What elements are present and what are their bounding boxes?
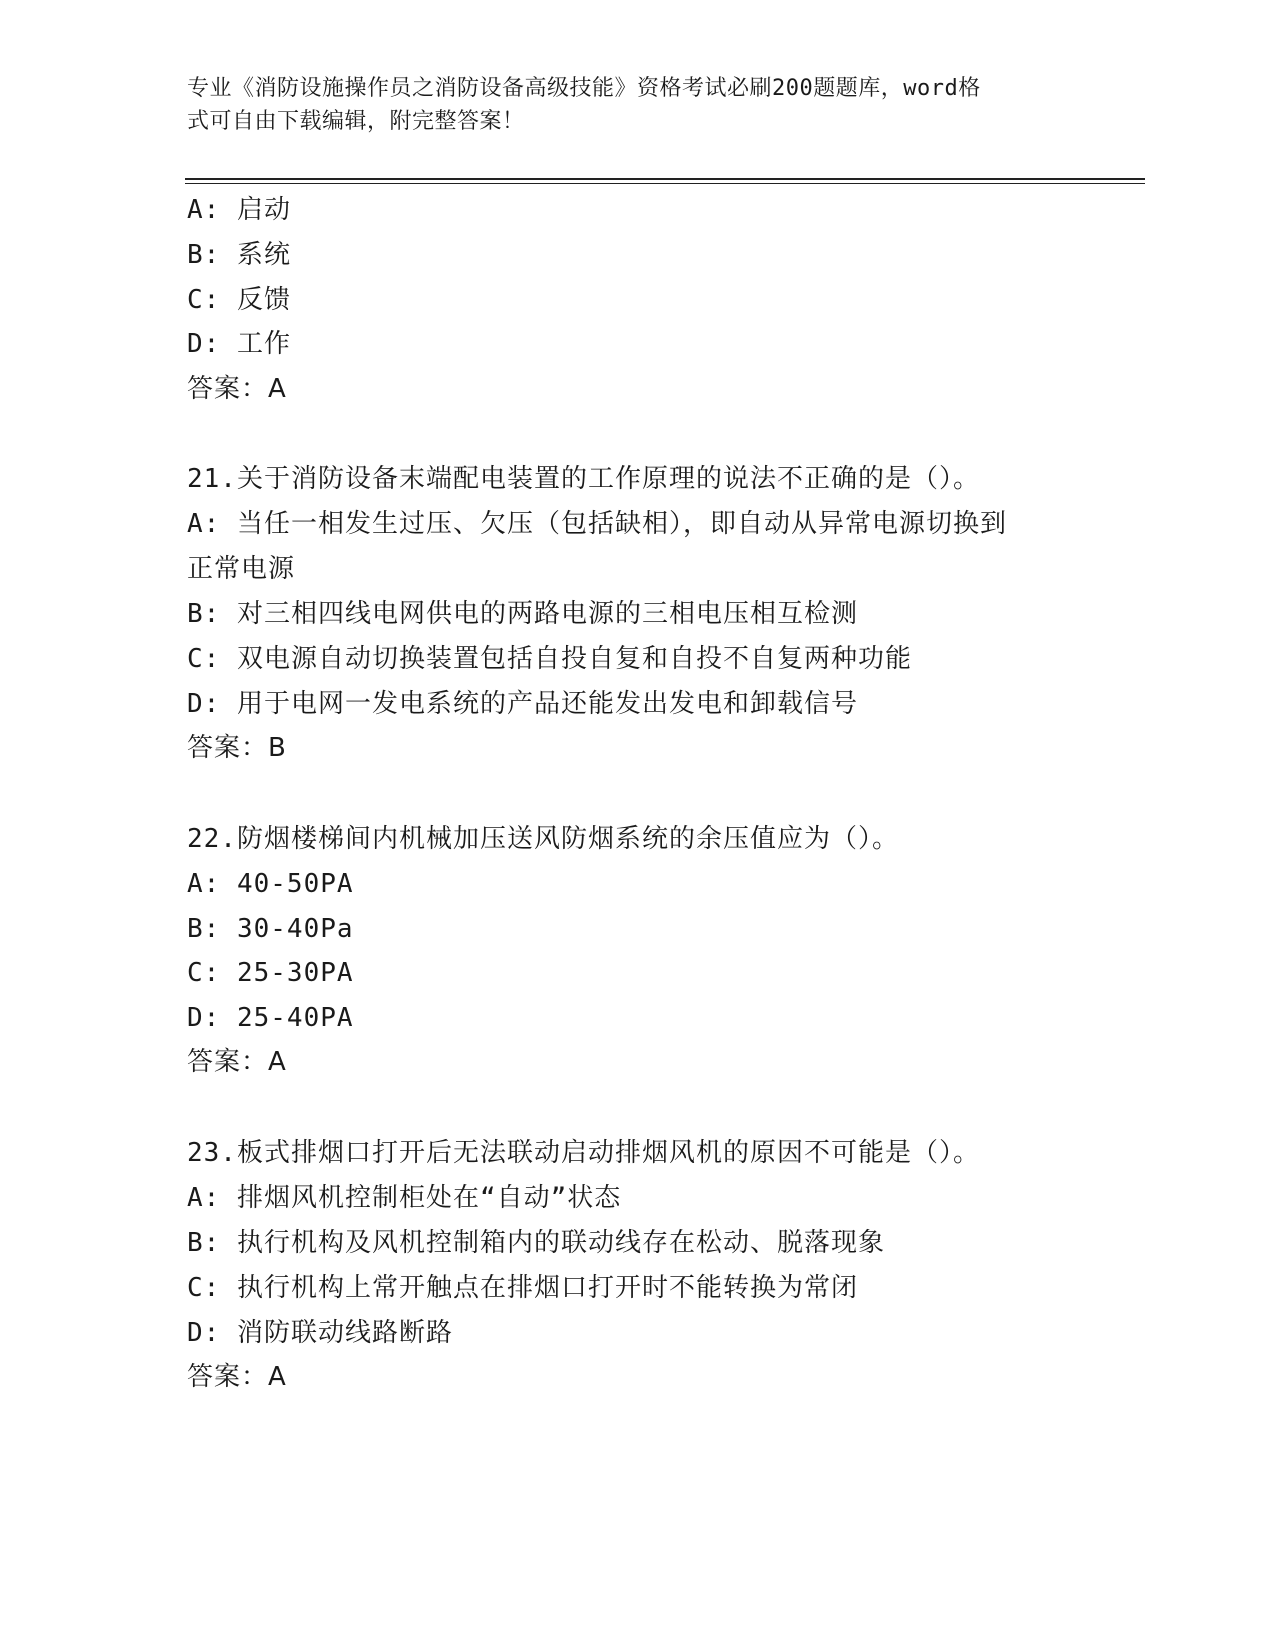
q23-option-a: A: 排烟风机控制柜处在“自动”状态	[187, 1183, 622, 1213]
q20-option-a: A: 启动	[187, 195, 291, 225]
q22-option-a: A: 40-50PA	[187, 869, 354, 899]
q21-option-a-line2: 正常电源	[187, 554, 296, 584]
q21-option-d: D: 用于电网一发电系统的产品还能发出发电和卸载信号	[187, 689, 858, 719]
q23-option-c: C: 执行机构上常开触点在排烟口打开时不能转换为常闭	[187, 1273, 858, 1303]
q22-question: 22.防烟楼梯间内机械加压送风防烟系统的余压值应为（）。	[187, 824, 899, 854]
q20-option-d: D: 工作	[187, 329, 291, 359]
header-divider-thick	[185, 178, 1145, 180]
q20-answer: 答案：A	[187, 374, 287, 404]
q22-option-d: D: 25-40PA	[187, 1003, 354, 1033]
q21-option-a-line1: A: 当任一相发生过压、欠压（包括缺相），即自动从异常电源切换到	[187, 509, 1007, 539]
q23-answer: 答案：A	[187, 1362, 287, 1392]
q23-option-b: B: 执行机构及风机控制箱内的联动线存在松动、脱落现象	[187, 1228, 885, 1258]
header-line-1: 专业《消防设施操作员之消防设备高级技能》资格考试必刷200题题库，word格	[187, 76, 981, 101]
q23-question: 23.板式排烟口打开后无法联动启动排烟风机的原因不可能是（）。	[187, 1138, 980, 1168]
header-divider-thin	[185, 183, 1145, 184]
q22-option-c: C: 25-30PA	[187, 958, 354, 988]
q22-option-b: B: 30-40Pa	[187, 914, 354, 944]
q20-option-b: B: 系统	[187, 240, 291, 270]
q23-option-d: D: 消防联动线路断路	[187, 1318, 453, 1348]
q21-option-b: B: 对三相四线电网供电的两路电源的三相电压相互检测	[187, 599, 858, 629]
header-line-2: 式可自由下载编辑，附完整答案！	[187, 109, 525, 134]
q21-question: 21.关于消防设备末端配电装置的工作原理的说法不正确的是（）。	[187, 464, 980, 494]
document-header	[187, 72, 1087, 138]
q22-answer: 答案：A	[187, 1047, 287, 1077]
q20-option-c: C: 反馈	[187, 285, 291, 315]
q21-answer: 答案：B	[187, 733, 287, 763]
q21-option-c: C: 双电源自动切换装置包括自投自复和自投不自复两种功能	[187, 644, 912, 674]
